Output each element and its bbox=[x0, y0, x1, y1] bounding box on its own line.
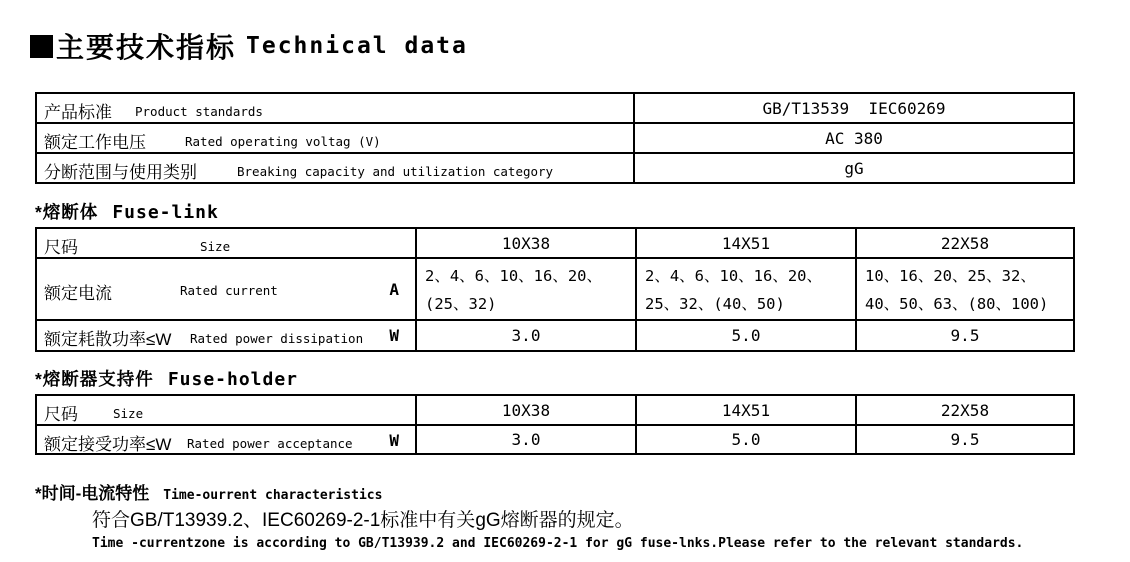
fuse-holder-power-10x38 bbox=[417, 426, 637, 453]
heading-zh: *熔断体 bbox=[35, 202, 99, 222]
value-text: GB/T13539 IEC60269 bbox=[762, 98, 946, 118]
unit-watt: W bbox=[389, 431, 399, 450]
label-zh: 尺码 bbox=[44, 238, 78, 257]
label-en: Rated power dissipation bbox=[190, 331, 364, 346]
page-title-en: Technical data bbox=[246, 33, 468, 59]
spec-row-breaking-capacity-value bbox=[635, 154, 1073, 182]
spec-row-product-standards-label bbox=[37, 94, 635, 124]
fuse-holder-power-label bbox=[37, 426, 417, 453]
label-zh: 产品标准 bbox=[44, 103, 112, 122]
fuse-holder-size-22x58 bbox=[857, 396, 1073, 426]
fuse-link-power-label bbox=[37, 321, 417, 350]
heading-zh: *时间-电流特性 bbox=[35, 484, 150, 503]
page-title bbox=[30, 26, 468, 66]
label-zh: 额定电流 bbox=[44, 284, 112, 303]
title-square-icon bbox=[30, 35, 53, 58]
fuse-link-current-cell-22x58 bbox=[857, 259, 1073, 321]
value-text: 10X38 bbox=[501, 400, 551, 420]
label-zh: 额定耗散功率≤W bbox=[44, 330, 172, 349]
heading-en: Time-ourrent characteristics bbox=[163, 488, 383, 503]
current-line: 40、50、63、(80、100) bbox=[865, 295, 1049, 313]
fuse-holder-heading bbox=[35, 366, 298, 391]
page-title-zh: 主要技术指标 bbox=[56, 32, 237, 63]
fuse-link-table bbox=[35, 227, 1075, 352]
spec-row-rated-voltage-value bbox=[635, 124, 1073, 154]
fuse-link-power-10x38 bbox=[417, 321, 637, 350]
fuse-link-size-22x58 bbox=[857, 229, 1073, 259]
label-zh: 额定工作电压 bbox=[44, 133, 146, 152]
spec-row-breaking-capacity-label bbox=[37, 154, 635, 182]
fuse-link-power-14x51 bbox=[637, 321, 857, 350]
value-text: 22X58 bbox=[940, 233, 990, 253]
label-zh: 尺码 bbox=[44, 405, 78, 424]
label-en: Rated power acceptance bbox=[187, 436, 353, 451]
fuse-holder-table bbox=[35, 394, 1075, 455]
time-current-heading bbox=[35, 479, 382, 504]
fuse-holder-size-10x38 bbox=[417, 396, 637, 426]
heading-en: Fuse-holder bbox=[167, 369, 299, 390]
unit-ampere: A bbox=[389, 280, 399, 299]
current-line: 2、4、6、10、16、20、 bbox=[645, 267, 822, 285]
value-text: 5.0 bbox=[731, 430, 761, 449]
label-en: Breaking capacity and utilization category bbox=[237, 164, 554, 179]
fuse-holder-power-14x51 bbox=[637, 426, 857, 453]
fuse-link-size-14x51 bbox=[637, 229, 857, 259]
value-text: AC 380 bbox=[825, 128, 883, 148]
value-text: 14X51 bbox=[721, 233, 771, 253]
spec-table bbox=[35, 92, 1075, 184]
fuse-link-current-label bbox=[37, 259, 417, 321]
value-text: 3.0 bbox=[511, 326, 541, 345]
label-en: Size bbox=[113, 406, 144, 421]
value-text: 22X58 bbox=[940, 400, 990, 420]
time-current-statement-en: Time -currentzone is according to GB/T13939.2 and IEC60269-2-1 for gG fuse-lnks.Please refer to the relevant standards. bbox=[92, 536, 1024, 551]
label-en: Product standards bbox=[135, 104, 263, 119]
fuse-holder-size-14x51 bbox=[637, 396, 857, 426]
spec-row-product-standards-value bbox=[635, 94, 1073, 124]
current-line: 2、4、6、10、16、20、 bbox=[425, 267, 602, 285]
fuse-link-size-label bbox=[37, 229, 417, 259]
fuse-link-power-22x58 bbox=[857, 321, 1073, 350]
fuse-holder-size-label bbox=[37, 396, 417, 426]
value-text: 3.0 bbox=[511, 430, 541, 449]
value-text: 9.5 bbox=[950, 430, 980, 449]
label-zh: 分断范围与使用类别 bbox=[44, 163, 197, 182]
value-text: 10X38 bbox=[501, 233, 551, 253]
time-current-statement-zh: 符合GB/T13939.2、IEC60269-2-1标准中有关gG熔断器的规定。 bbox=[92, 510, 634, 531]
heading-en: Fuse-link bbox=[112, 202, 219, 223]
current-line: 25、32、(40、50) bbox=[645, 295, 785, 313]
current-line: 10、16、20、25、32、 bbox=[865, 267, 1036, 285]
value-text: 14X51 bbox=[721, 400, 771, 420]
value-text: gG bbox=[844, 158, 864, 178]
label-en: Size bbox=[200, 239, 231, 254]
label-en: Rated current bbox=[180, 283, 278, 298]
value-text: 9.5 bbox=[950, 326, 980, 345]
fuse-holder-power-22x58 bbox=[857, 426, 1073, 453]
fuse-link-current-cell-10x38 bbox=[417, 259, 637, 321]
heading-zh: *熔断器支持件 bbox=[35, 369, 154, 389]
fuse-link-size-10x38 bbox=[417, 229, 637, 259]
spec-row-rated-voltage-label bbox=[37, 124, 635, 154]
value-text: 5.0 bbox=[731, 326, 761, 345]
label-en: Rated operating voltag (V) bbox=[185, 134, 381, 149]
fuse-link-heading bbox=[35, 199, 219, 224]
unit-watt: W bbox=[389, 326, 399, 345]
current-line: (25、32) bbox=[425, 295, 497, 313]
fuse-link-current-cell-14x51 bbox=[637, 259, 857, 321]
label-zh: 额定接受功率≤W bbox=[44, 435, 172, 454]
